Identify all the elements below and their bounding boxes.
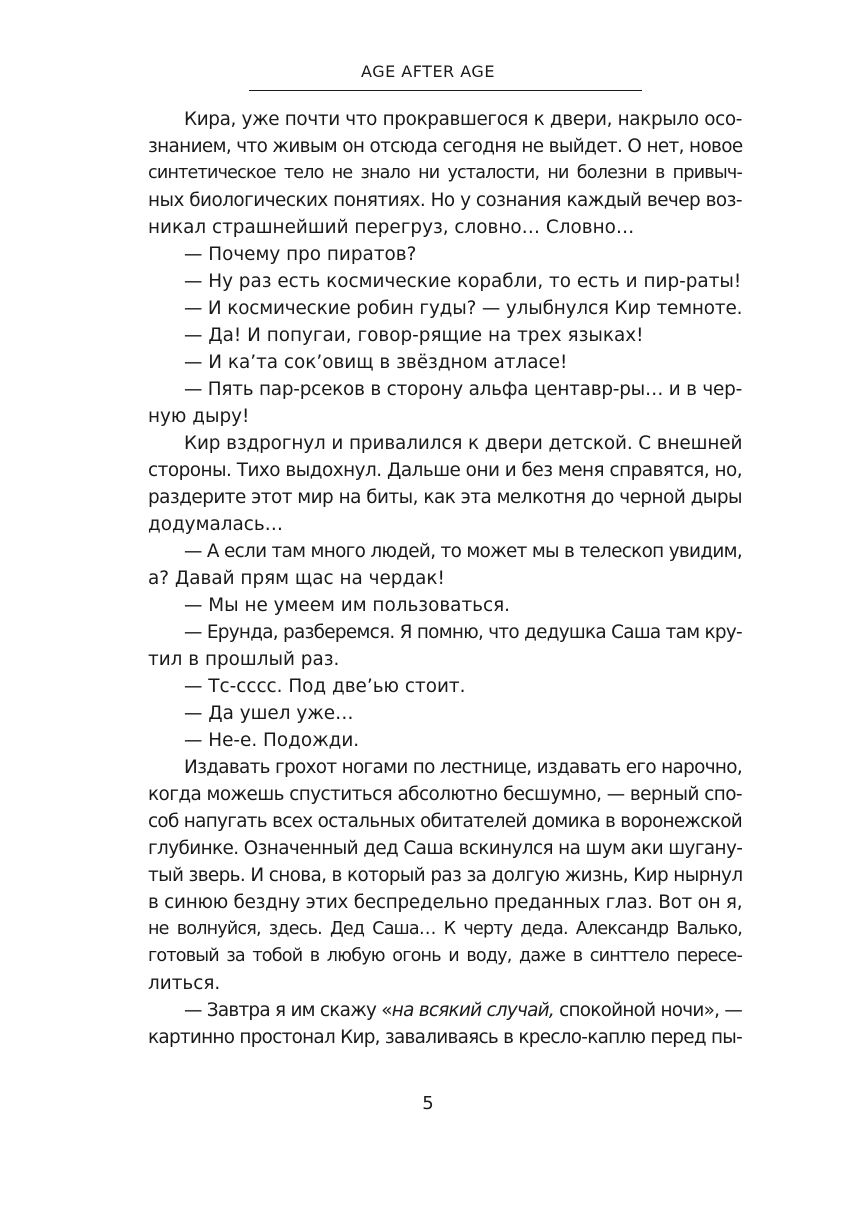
text-line: — Ерунда, разберемся. Я помню, что дедушка Саша там кру- [184, 622, 742, 643]
text-line: — И ка’та сок’овищ в звёздном атласе! [184, 352, 568, 373]
text-line: тил в прошлый раз. [148, 649, 340, 670]
text-line: готовый за тобой в любую огонь и воду, даже в синттело пересе- [148, 946, 742, 966]
body-text [148, 106, 742, 1051]
text-line: — Да ушел уже… [184, 703, 354, 724]
text-line: литься. [148, 973, 221, 994]
text-line: соб напугать всех остальных обитателей домика в воронежской [148, 811, 743, 832]
text-line: Кир вздрогнул и привалился к двери детской. С внешней [184, 433, 743, 454]
italic-phrase: на всякий случай, [391, 1000, 554, 1021]
text-line: знанием, что живым он отсюда сегодня не выйдет. О нет, новое [148, 136, 743, 157]
text-line: никал страшнейший перегруз, словно… Словно… [148, 217, 635, 238]
text-line: глубинке. Означенный дед Саша вскинулся на шум аки шугану- [148, 838, 743, 859]
text-line: — Не-е. Подожди. [184, 730, 360, 751]
text-line: ных биологических понятиях. Но у сознания каждый вечер воз- [148, 190, 742, 211]
text-line: ную дыру! [148, 406, 250, 427]
text-line: Кира, уже почти что прокравшегося к двери, накрыло осо- [184, 109, 743, 130]
text-line: в синюю бездну этих беспредельно преданных глаз. Вот он я, [148, 892, 743, 913]
text-line: стороны. Тихо выдохнул. Дальше они и без меня справятся, но, [148, 460, 743, 481]
text-line: раздерите этот мир на биты, как эта мелкотня до черной дыры [148, 487, 742, 508]
page-number: 5 [422, 1093, 434, 1114]
text-line: синтетическое тело не знало ни усталости, ни болезни в привыч- [148, 163, 742, 183]
text-line: — И космические робин гуды? — улыбнулся Кир темноте. [184, 298, 743, 319]
text-segment: спокойной ночи», — [553, 1000, 742, 1021]
text-line: картинно простонал Кир, заваливаясь в кресло-каплю перед пы- [148, 1027, 742, 1048]
text-line: — Почему про пиратов? [184, 244, 417, 265]
text-line: — Да! И попугаи, говор-рящие на трех языках! [184, 325, 644, 346]
text-line: додумалась… [148, 514, 284, 535]
running-head: AGE AFTER AGE [361, 62, 495, 81]
text-line: когда можешь спуститься абсолютно бесшумно, — верный спо- [148, 784, 742, 805]
text-line: — Мы не умеем им пользоваться. [184, 595, 511, 616]
text-line: тый зверь. И снова, в который раз за долгую жизнь, Кир нырнул [148, 865, 743, 886]
text-line: а? Давай прям щас на чердак! [148, 568, 445, 589]
text-line: не волнуйся, здесь. Дед Саша… К черту деда. Александр Валько, [148, 919, 742, 939]
text-line: — А если там много людей, то может мы в телескоп увидим, [184, 541, 742, 562]
text-line: — Тс-сссс. Под две’ью стоит. [184, 676, 466, 697]
text-line: — Ну раз есть космические корабли, то есть и пир-раты! [184, 271, 742, 292]
text-line [148, 997, 742, 1024]
text-segment: — Завтра я им скажу « [184, 1000, 392, 1021]
text-line: Издавать грохот ногами по лестнице, издавать его нарочно, [184, 757, 743, 778]
text-line: — Пять пар-рсеков в сторону альфа центавр-ры… и в чер- [184, 379, 742, 400]
header-rule [249, 90, 642, 91]
